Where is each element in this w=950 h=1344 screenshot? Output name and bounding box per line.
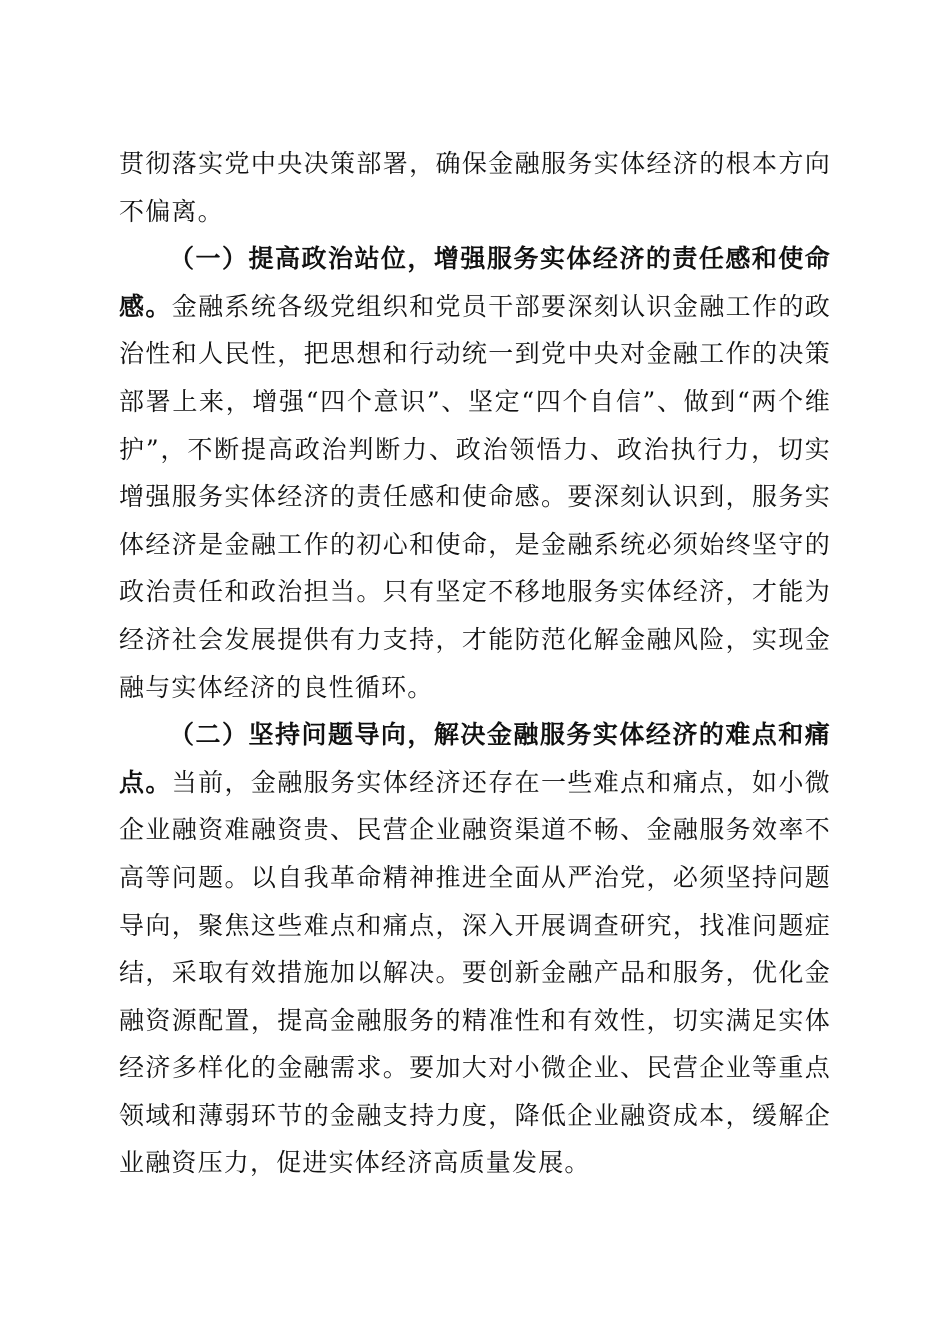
section-heading-2: （二）坚持问题导向，解决金融服务实体经济的难点和痛点。 (119, 720, 831, 797)
document-body (119, 140, 831, 1187)
paragraph-text: 贯彻落实党中央决策部署，确保金融服务实体经济的根本方向不偏离。 (119, 149, 831, 226)
paragraph-continuation (119, 140, 831, 235)
section-heading-1: （一）提高政治站位，增强服务实体经济的责任感和使命感。 (119, 244, 831, 321)
paragraph-section-2 (119, 711, 831, 1187)
paragraph-text: 金融系统各级党组织和党员干部要深刻认识金融工作的政治性和人民性，把思想和行动统一到党中央对金融工作的决策部署上来，增强“四个意识”、坚定“四个自信”、做到“两个维护”，不断提高政治判断力、政治领悟力、政治执行力，切实增强服务实体经济的责任感和使命感。要深刻认识到，服务实体经济是金融工作的初心和使命，是金融系统必须始终坚守的政治责任和政治担当。只有坚定不移地服务实体经济，才能为经济社会发展提供有力支持，才能防范化解金融风险，实现金融与实体经济的良性循环。 (119, 291, 831, 702)
paragraph-section-1 (119, 235, 831, 711)
paragraph-text: 当前，金融服务实体经济还存在一些难点和痛点，如小微企业融资难融资贵、民营企业融资渠道不畅、金融服务效率不高等问题。以自我革命精神推进全面从严治党，必须坚持问题导向，聚焦这些难点和痛点，深入开展调查研究，找准问题症结，采取有效措施加以解决。要创新金融产品和服务，优化金融资源配置，提高金融服务的精准性和有效性，切实满足实体经济多样化的金融需求。要加大对小微企业、民营企业等重点领域和薄弱环节的金融支持力度，降低企业融资成本，缓解企业融资压力，促进实体经济高质量发展。 (119, 767, 831, 1178)
